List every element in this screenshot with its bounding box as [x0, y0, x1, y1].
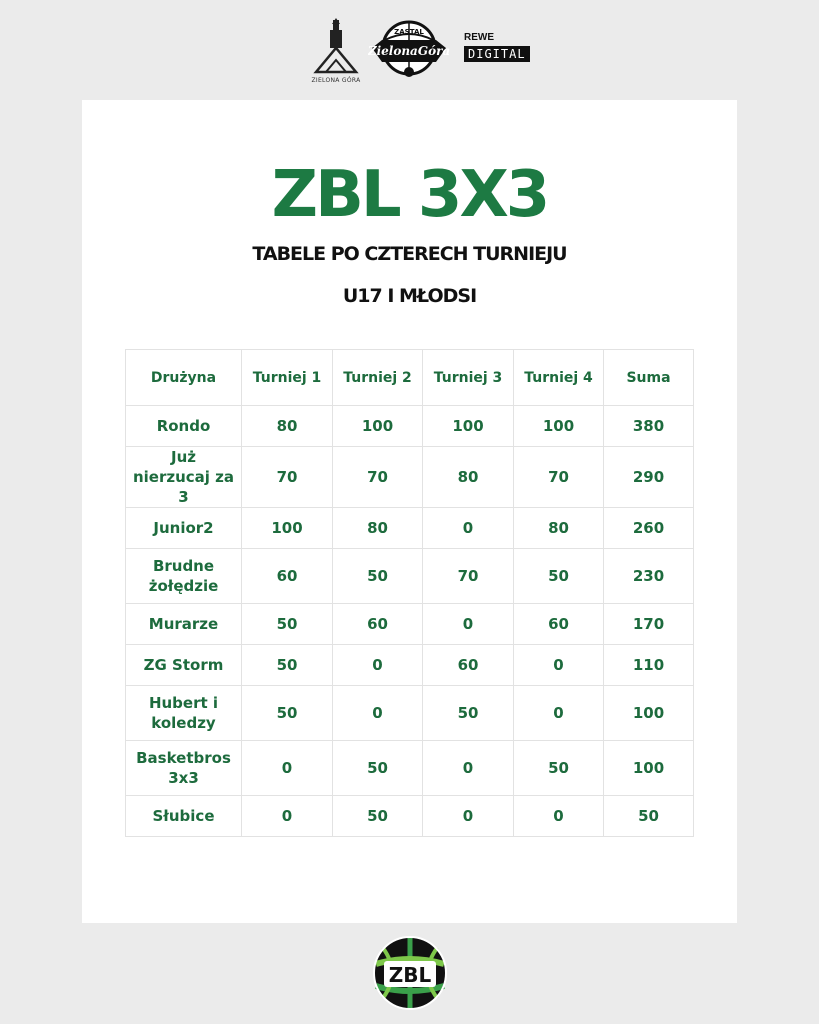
score-cell: 60: [514, 604, 604, 645]
header-tournament-1: Turniej 1: [242, 350, 333, 406]
table-row: [126, 549, 694, 604]
zbl-logo: [371, 934, 449, 1012]
total-cell: 170: [604, 604, 694, 645]
table-row: [126, 508, 694, 549]
score-cell: 80: [333, 508, 423, 549]
score-cell: 80: [242, 406, 333, 447]
page-subtitle: TABELE PO CZTERECH TURNIEJU: [252, 243, 567, 265]
total-cell: 100: [604, 686, 694, 741]
table-row: [126, 406, 694, 447]
score-cell: 0: [514, 645, 604, 686]
total-cell: 290: [604, 447, 694, 508]
score-cell: 60: [423, 645, 514, 686]
header-tournament-3: Turniej 3: [423, 350, 514, 406]
score-cell: 0: [514, 796, 604, 837]
score-cell: 70: [333, 447, 423, 508]
total-cell: 230: [604, 549, 694, 604]
table-header-row: [126, 350, 694, 406]
zbl-basketball-logo: [371, 934, 449, 1012]
score-cell: 0: [333, 645, 423, 686]
score-cell: 70: [242, 447, 333, 508]
zielona-gora-logo: [308, 18, 364, 84]
score-cell: 0: [242, 741, 333, 796]
table-row: [126, 604, 694, 645]
score-cell: 100: [333, 406, 423, 447]
team-name: Basketbros 3x3: [126, 741, 242, 796]
city-hall-tower-icon: [308, 18, 364, 74]
score-cell: 50: [514, 741, 604, 796]
score-cell: 50: [242, 604, 333, 645]
score-cell: 60: [242, 549, 333, 604]
score-cell: 80: [423, 447, 514, 508]
score-cell: 50: [333, 796, 423, 837]
score-cell: 50: [514, 549, 604, 604]
score-cell: 80: [514, 508, 604, 549]
header-tournament-4: Turniej 4: [514, 350, 604, 406]
score-cell: 0: [333, 686, 423, 741]
zastal-logo: [368, 18, 450, 82]
total-cell: 110: [604, 645, 694, 686]
team-name: Junior2: [126, 508, 242, 549]
team-name: Rondo: [126, 406, 242, 447]
score-cell: 0: [423, 741, 514, 796]
score-cell: 70: [423, 549, 514, 604]
digital-text: DIGITAL: [464, 46, 530, 62]
total-cell: 100: [604, 741, 694, 796]
table-row: [126, 741, 694, 796]
team-name: Murarze: [126, 604, 242, 645]
score-cell: 50: [242, 645, 333, 686]
header-total: Suma: [604, 350, 694, 406]
table-row: [126, 447, 694, 508]
team-name: Hubert i koledzy: [126, 686, 242, 741]
header-tournament-2: Turniej 2: [333, 350, 423, 406]
score-cell: 0: [423, 508, 514, 549]
score-cell: 0: [423, 604, 514, 645]
zbl-logo-text: ZBL: [388, 963, 432, 987]
total-cell: 380: [604, 406, 694, 447]
zielona-gora-caption: ZIELONA GÓRA: [311, 77, 361, 84]
zastal-top-text: ZASTAL: [394, 28, 424, 36]
table-row: [126, 645, 694, 686]
standings-table: [125, 349, 694, 837]
score-cell: 0: [242, 796, 333, 837]
score-cell: 50: [423, 686, 514, 741]
table-row: [126, 796, 694, 837]
zastal-main-text: ZielonaGóra: [368, 44, 450, 58]
score-cell: 100: [514, 406, 604, 447]
rewe-digital-logo: [464, 32, 534, 72]
score-cell: 0: [514, 686, 604, 741]
rewe-text: REWE: [464, 32, 494, 43]
score-cell: 70: [514, 447, 604, 508]
total-cell: 50: [604, 796, 694, 837]
table-row: [126, 686, 694, 741]
score-cell: 50: [333, 741, 423, 796]
page-title: ZBL 3X3: [271, 158, 548, 232]
score-cell: 0: [423, 796, 514, 837]
total-cell: 260: [604, 508, 694, 549]
team-name: ZG Storm: [126, 645, 242, 686]
sponsor-logos: [0, 18, 819, 84]
score-cell: 60: [333, 604, 423, 645]
team-name: Już nierzucaj za 3: [126, 447, 242, 508]
score-cell: 50: [242, 686, 333, 741]
score-cell: 100: [423, 406, 514, 447]
team-name: Słubice: [126, 796, 242, 837]
score-cell: 50: [333, 549, 423, 604]
header-team: Drużyna: [126, 350, 242, 406]
basketball-club-logo: [368, 18, 450, 82]
team-name: Brudne żołędzie: [126, 549, 242, 604]
age-category: U17 I MŁODSI: [342, 285, 477, 307]
score-cell: 100: [242, 508, 333, 549]
